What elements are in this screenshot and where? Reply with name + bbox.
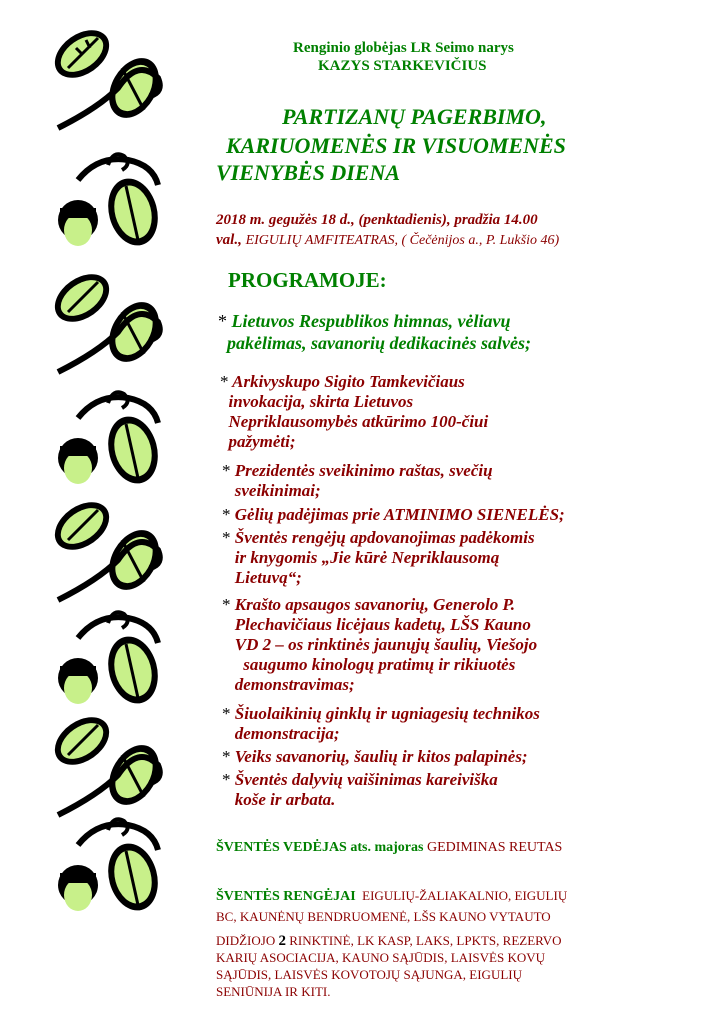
host-rank: ats. majoras — [350, 840, 424, 855]
organizers-line-4: KARIŲ ASOCIACIJA, KAUNO SĄJŪDIS, LAISVĖS KOVŲ — [216, 950, 545, 965]
oak-leaf-branch-icon — [38, 18, 168, 138]
program-item: * Krašto apsaugos savanorių, Generolo P. Plechavičiaus licėjaus kadetų, LŠS Kauno VD 2 – os rinktinės jaunųjų šaulių, Viešojo saugumo kinologų pratimų ir rikiuotės demonstravimas; — [222, 595, 538, 694]
date-line-2 — [216, 232, 559, 249]
host-name: GEDIMINAS REUTAS — [426, 840, 563, 855]
oak-leaf-branch-icon — [38, 705, 168, 825]
acorn-branch-icon — [38, 608, 168, 718]
program-item: * Šventės rengėjų apdovanojimas padėkomis ir knygomis „Jie kūrė Nepriklausomą Lietuvą“; — [222, 528, 535, 587]
patron-line-2: KAZYS STARKEVIČIUS — [318, 58, 487, 74]
host-line — [216, 840, 562, 856]
brigade-number: 2 — [278, 933, 286, 949]
organizers-line-6: SENIŪNIJA IR KITI. — [216, 984, 331, 999]
program-item: * Prezidentės sveikinimo raštas, svečių sveikinimai; — [222, 461, 493, 500]
acorn-branch-icon — [38, 815, 168, 925]
date-time-suffix: val., — [216, 232, 242, 248]
organizers-line-1: ŠVENTĖS RENGĖJAI EIGULIŲ-ŽALIAKALNIO, EIGULIŲ — [216, 888, 568, 904]
acorn-branch-icon — [38, 388, 168, 498]
organizers-line-5: SĄJŪDIS, LAISVĖS KOVOTOJŲ SĄJUNGA, EIGULIŲ — [216, 967, 522, 982]
program-item: * Arkivyskupo Sigito Tamkevičiaus invokacija, skirta Lietuvos Nepriklausomybės atkūrimo 100-čiui pažymėti; — [220, 372, 489, 451]
date-line-1: 2018 m. gegužės 18 d., (penktadienis), pradžia 14.00 — [216, 212, 538, 228]
program-item: * Šventės dalyvių vaišinimas kareiviška koše ir arbata. — [222, 770, 498, 809]
oak-leaf-branch-icon — [38, 490, 168, 610]
program-heading: PROGRAMOJE: — [228, 268, 387, 292]
program-item: * Veiks savanorių, šaulių ir kitos palapinės; — [222, 747, 528, 766]
program-item: * Šiuolaikinių ginklų ir ugniagesių technikos demonstracija; — [222, 704, 540, 743]
program-item: * Gėlių padėjimas prie ATMINIMO SIENELĖS; — [222, 505, 565, 524]
organizers-line-3: DIDŽIOJO 2 RINKTINĖ, LK KASP, LAKS, LPKTS, REZERVO — [216, 933, 562, 949]
title-line-3: VIENYBĖS DIENA — [216, 160, 401, 185]
organizers-line-2: BC, KAUNĖNŲ BENDRUOMENĖ, LŠS KAUNO VYTAUTO — [216, 909, 551, 924]
program-item: * Lietuvos Respublikos himnas, vėliavų pakėlimas, savanorių dedikacinės salvės; — [218, 311, 531, 353]
host-label: ŠVENTĖS VEDĖJAS — [216, 840, 347, 855]
title-line-1: PARTIZANŲ PAGERBIMO, — [282, 104, 547, 129]
oak-leaf-branch-icon — [38, 262, 168, 382]
acorn-branch-icon — [38, 150, 168, 260]
patron-line-1: Renginio globėjas LR Seimo narys — [293, 40, 514, 56]
event-location: EIGULIŲ AMFITEATRAS, ( Čečėnijos a., P. Lukšio 46) — [245, 233, 560, 248]
title-line-2: KARIUOMENĖS IR VISUOMENĖS — [226, 133, 566, 158]
organizers-label: ŠVENTĖS RENGĖJAI — [216, 889, 356, 904]
